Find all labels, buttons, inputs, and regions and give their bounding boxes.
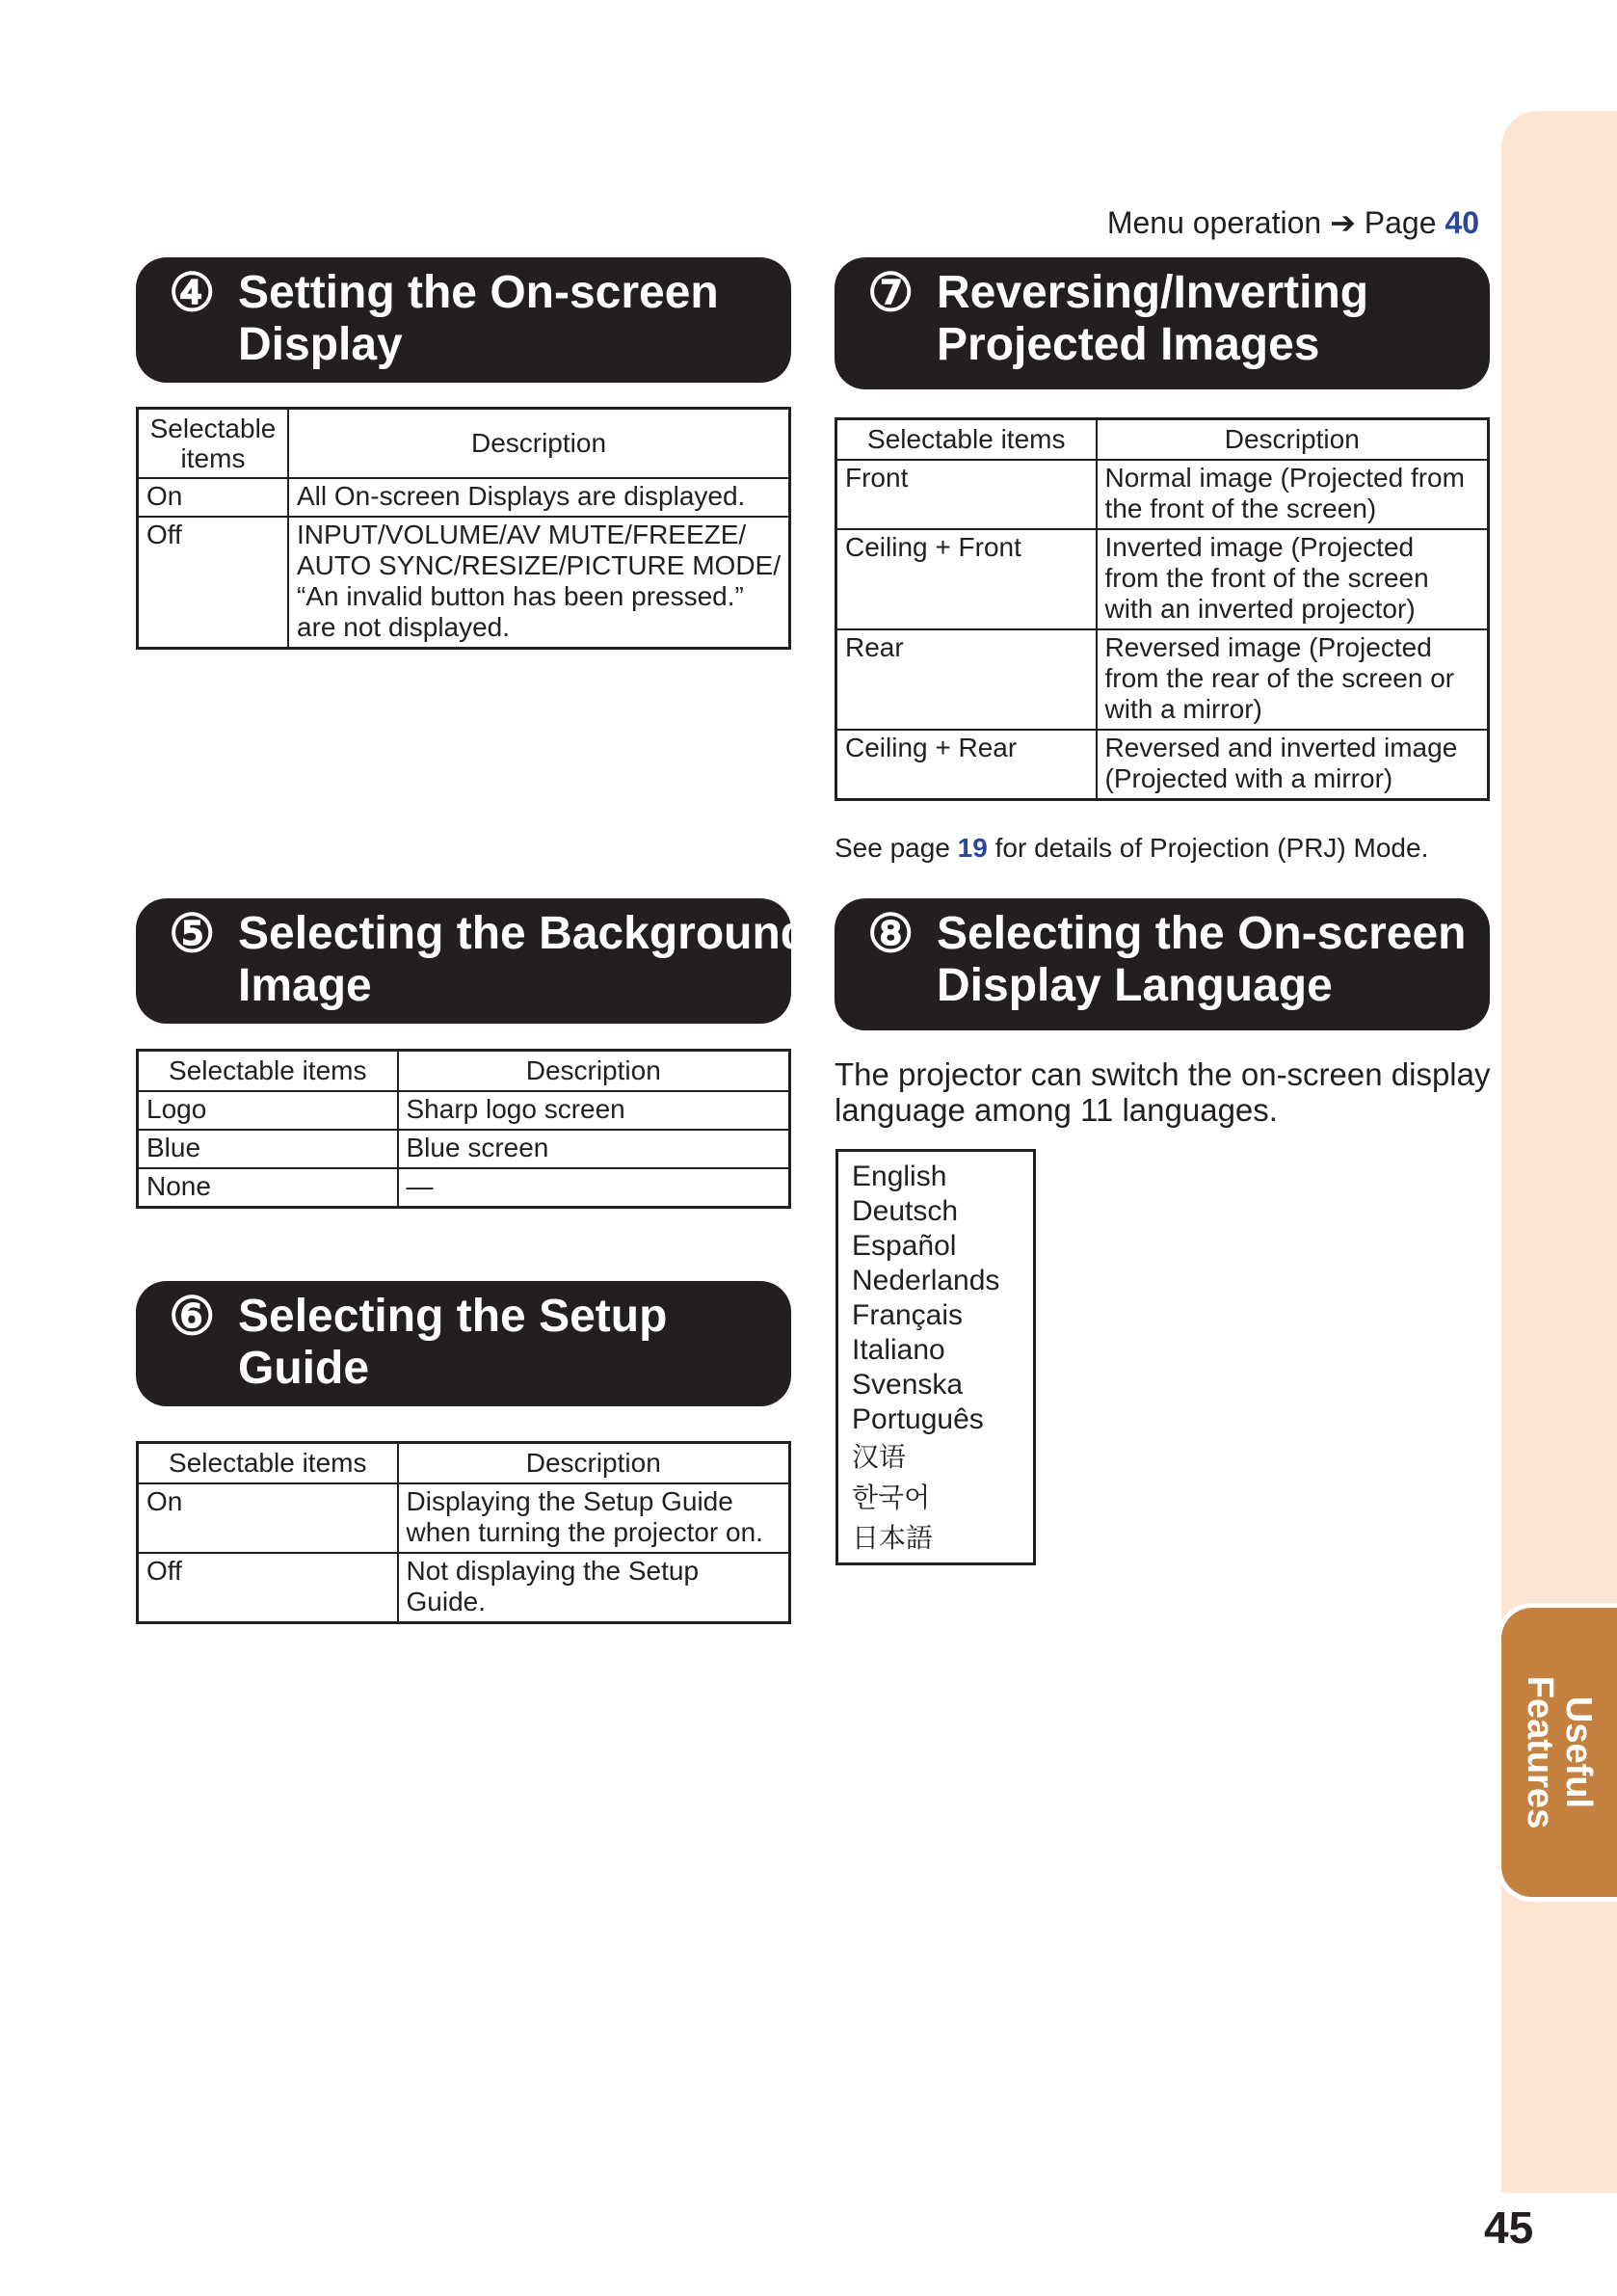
section-header-reversing [835, 257, 1490, 389]
table-cell-item: On [138, 478, 289, 517]
section-number: ⑧ [867, 905, 915, 963]
section-title: Selecting the Setup Guide [238, 1291, 668, 1394]
list-item: Français [852, 1299, 964, 1331]
language-list [835, 1149, 1036, 1565]
table-row [138, 517, 790, 649]
table-cell-description: Displaying the Setup Guide when turning the projector on. [398, 1483, 790, 1553]
table-cell-item: Blue [138, 1130, 398, 1168]
language-intro-text: The projector can switch the on-screen display language among 11 languages. [835, 1056, 1491, 1128]
table-cell-item: Ceiling + Rear [836, 730, 1097, 800]
list-item: Italiano [852, 1334, 945, 1366]
section-title: Setting the On-screen Display [238, 267, 719, 370]
section-number: ④ [169, 264, 216, 322]
list-item: Nederlands [852, 1265, 1000, 1296]
column-header-description: Description [398, 1051, 790, 1092]
projection-mode-note [835, 833, 1428, 864]
table-cell-description: Sharp logo screen [398, 1091, 790, 1130]
table-row [138, 1483, 790, 1553]
reference-text: Menu operation ➔ Page [1106, 205, 1445, 240]
table-row [836, 730, 1489, 800]
note-page-link[interactable]: 19 [957, 833, 988, 863]
table-cell-description: All On-screen Displays are displayed. [288, 478, 790, 517]
setup-guide-table [136, 1441, 791, 1624]
osd-table [136, 407, 791, 650]
section-title: Selecting the Background Image [238, 908, 809, 1011]
column-header-description: Description [288, 409, 790, 479]
table-header-row [836, 419, 1489, 461]
list-item: 汉语 [852, 1442, 907, 1472]
list-item: English [852, 1161, 947, 1192]
page-number: 45 [1484, 2203, 1534, 2253]
table-cell-item: Off [138, 1553, 398, 1623]
column-header-items: Selectable items [836, 419, 1097, 461]
table-header-row [138, 1051, 790, 1092]
table-row [138, 1553, 790, 1623]
side-tab-label: Useful Features [1520, 1675, 1599, 1829]
column-header-items: Selectable items [138, 1051, 398, 1092]
list-item: 한국어 [852, 1482, 931, 1512]
menu-operation-reference [1107, 204, 1479, 241]
table-cell-item: Off [138, 517, 289, 649]
table-cell-item: Front [836, 460, 1097, 529]
table-cell-item: None [138, 1168, 398, 1208]
section-number: ⑥ [169, 1288, 216, 1346]
table-cell-description: — [398, 1168, 790, 1208]
table-cell-description: Reversed and inverted image (Projected with a mirror) [1097, 730, 1489, 800]
column-header-description: Description [398, 1443, 790, 1484]
reference-page-link[interactable]: 40 [1445, 205, 1479, 240]
table-cell-description: Blue screen [398, 1130, 790, 1168]
table-row [138, 478, 790, 517]
table-header-row [138, 1443, 790, 1484]
table-cell-item: On [138, 1483, 398, 1553]
table-row [836, 529, 1489, 629]
table-row [836, 460, 1489, 529]
table-row [138, 1130, 790, 1168]
section-title: Selecting the On-screen Display Language [937, 908, 1467, 1011]
background-table [136, 1049, 791, 1209]
list-item: Svenska [852, 1369, 964, 1401]
section-header-background [136, 898, 809, 1024]
list-item: Español [852, 1230, 957, 1262]
note-text-after: for details of Projection (PRJ) Mode. [987, 833, 1429, 863]
section-header-language [835, 898, 1490, 1030]
table-cell-item: Ceiling + Front [836, 529, 1097, 629]
list-item: Deutsch [852, 1195, 959, 1227]
column-header-items: Selectable items [138, 409, 289, 479]
table-row [138, 1168, 790, 1208]
list-item: Português [852, 1403, 984, 1435]
table-cell-description: Not displaying the Setup Guide. [398, 1553, 790, 1623]
list-item: 日本語 [852, 1523, 934, 1553]
section-number: ⑤ [169, 905, 216, 963]
section-header-setup-guide [136, 1281, 791, 1406]
table-cell-description: INPUT/VOLUME/AV MUTE/FREEZE/ AUTO SYNC/RESIZE/PICTURE MODE/ “An invalid button has been pressed.” are not displayed. [288, 517, 790, 649]
side-tab-useful-features [1501, 1608, 1617, 1897]
table-cell-item: Logo [138, 1091, 398, 1130]
column-header-items: Selectable items [138, 1443, 398, 1484]
reversing-table [835, 417, 1490, 801]
table-cell-description: Normal image (Projected from the front of the screen) [1097, 460, 1489, 529]
section-header-osd [136, 257, 791, 383]
column-header-description: Description [1097, 419, 1489, 461]
table-cell-description: Reversed image (Projected from the rear of the screen or with a mirror) [1097, 629, 1489, 730]
table-cell-description: Inverted image (Projected from the front of the screen with an inverted projector) [1097, 529, 1489, 629]
note-text-before: See page [835, 833, 958, 863]
table-row [138, 1091, 790, 1130]
section-number: ⑦ [867, 264, 915, 322]
table-cell-item: Rear [836, 629, 1097, 730]
table-row [836, 629, 1489, 730]
section-title: Reversing/Inverting Projected Images [937, 267, 1369, 370]
table-header-row [138, 409, 790, 479]
